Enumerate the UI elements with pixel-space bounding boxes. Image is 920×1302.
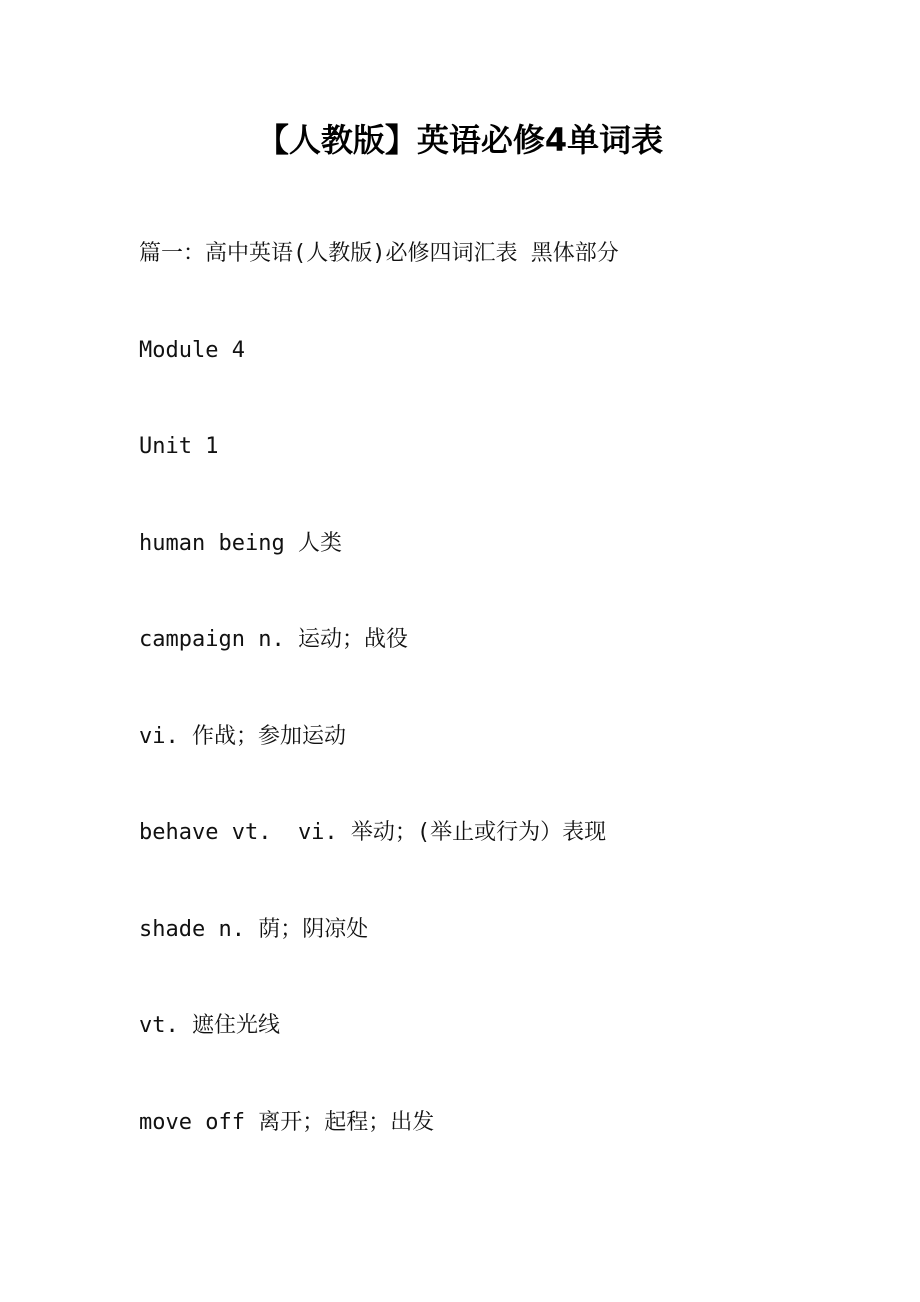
unit-heading: Unit 1 xyxy=(139,434,219,459)
vocabulary-entry: vi. 作战；参加运动 xyxy=(139,723,346,749)
vocabulary-entry: vt. 遮住光线 xyxy=(139,1013,280,1038)
vocabulary-entry: behave vt. vi. 举动；(举止或行为）表现 xyxy=(139,820,607,845)
document-title: 【人教版】英语必修4单词表 xyxy=(256,121,664,159)
vocabulary-entry: move off 离开；起程；出发 xyxy=(139,1109,435,1135)
section-heading: 篇一：高中英语(人教版)必修四词汇表 黑体部分 xyxy=(139,241,619,266)
vocabulary-entry: shade n. 荫；阴凉处 xyxy=(139,916,369,942)
vocabulary-entry: campaign n. 运动；战役 xyxy=(139,627,408,652)
vocabulary-list xyxy=(139,232,859,1197)
vocabulary-entry: human being 人类 xyxy=(139,530,342,556)
module-heading: Module 4 xyxy=(139,337,245,363)
